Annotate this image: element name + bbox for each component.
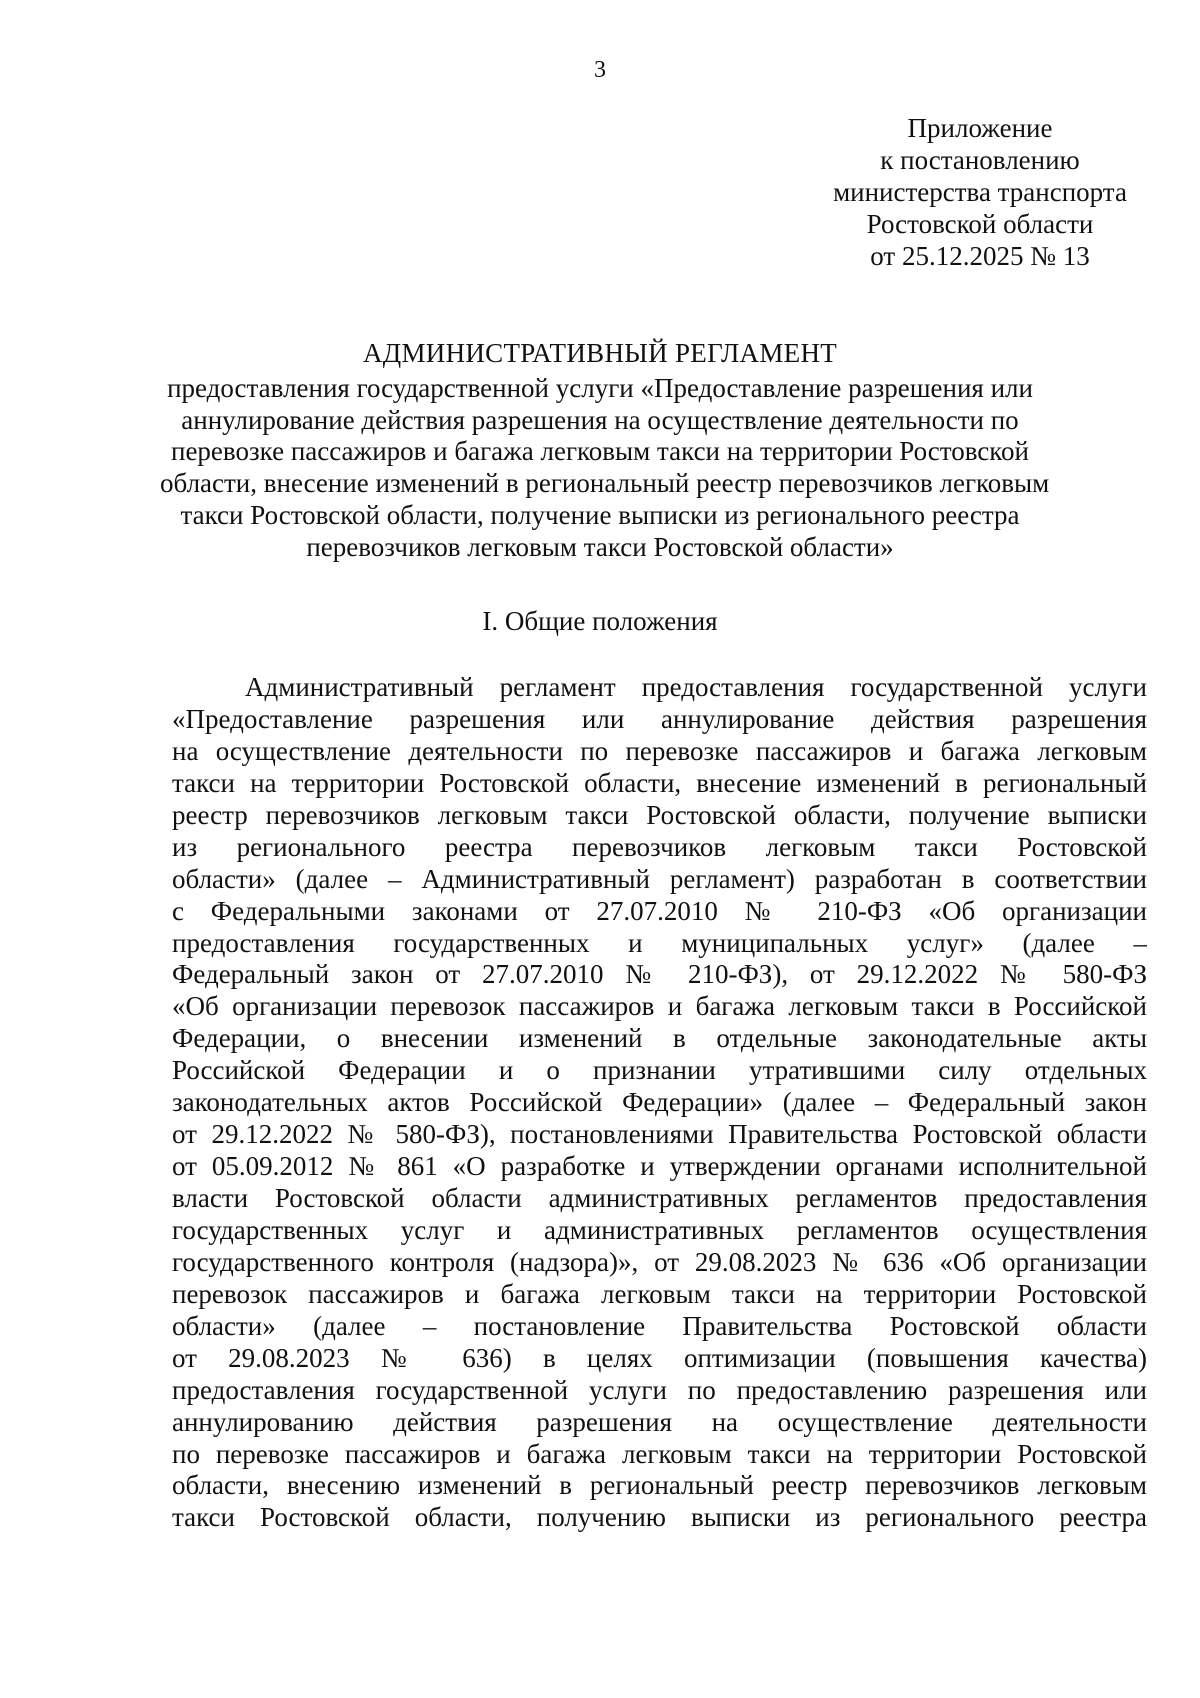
document-subtitle [160,373,1050,563]
appendix-line: к постановлению [880,145,1080,175]
body-line: перевозок пассажиров и багажа легковым такси на территории Ростовской [172,1278,1147,1309]
body-line: от 29.12.2022 № 580-ФЗ), постановлениями Правительства Ростовской области [172,1119,1147,1150]
body-line: с Федеральными законами от 27.07.2010 № 210-ФЗ «Об организации [172,895,1147,926]
body-line: области» (далее – постановление Правительства Ростовской области [172,1310,1147,1341]
document-title: АДМИНИСТРАТИВНЫЙ РЕГЛАМЕНТ [362,338,838,368]
subtitle-line: предоставления государственной услуги «Предоставление разрешения или [167,373,1033,403]
body-line: аннулированию действия разрешения на осуществление деятельности [172,1406,1147,1437]
body-line: «Об организации перевозок пассажиров и багажа легковым такси в Российской [172,991,1147,1022]
body-line: от 05.09.2012 № 861 «О разработке и утверждении органами исполнительной [172,1151,1147,1182]
body-line: власти Ростовской области административных регламентов предоставления [172,1183,1147,1213]
subtitle-line: такси Ростовской области, получение выписки из регионального реестра [180,499,1020,530]
body-line: области, внесению изменений в региональный реестр перевозчиков легковым [172,1470,1147,1501]
body-paragraph [172,672,1147,1534]
body-line: области» (далее – Административный регламент) разработан в соответствии [172,863,1147,894]
body-line: из регионального реестра перевозчиков легковым такси Ростовской [172,831,1147,862]
body-line: законодательных актов Российской Федерации» (далее – Федеральный закон [172,1087,1147,1118]
page-number: 3 [594,57,606,83]
body-line: Российской Федерации и о признании утратившими силу отдельных [172,1055,1147,1086]
subtitle-line: области, внесение изменений в региональный реестр перевозчиков легковым [160,468,1050,499]
body-line: от 29.08.2023 № 636) в целях оптимизации (повышения качества) [172,1342,1147,1373]
subtitle-line: перевозчиков легковым такси Ростовской области» [306,531,894,562]
body-line: предоставления государственной услуги по предоставлению разрешения или [172,1374,1147,1405]
appendix-line: Приложение [907,113,1053,143]
appendix-date-number: от 25.12.2025 № 13 [870,241,1090,271]
subtitle-line: аннулирование действия разрешения на осуществление деятельности по [181,404,1019,435]
body-line: на осуществление деятельности по перевозке пассажиров и багажа легковым [172,735,1147,766]
body-line: реестр перевозчиков легковым такси Ростовской области, получение выписки [172,799,1147,830]
subtitle-line: перевозке пассажиров и багажа легковым такси на территории Ростовской [171,436,1029,467]
body-line: такси Ростовской области, получению выписки из регионального реестра [172,1502,1147,1533]
appendix-block [790,112,1170,272]
body-line: Федерации, о внесении изменений в отдельные законодательные акты [172,1023,1147,1054]
body-line: «Предоставление разрешения или аннулирование действия разрешения [172,703,1147,734]
body-line: государственного контроля (надзора)», от 29.08.2023 № 636 «Об организации [172,1246,1147,1277]
body-line: государственных услуг и административных регламентов осуществления [172,1214,1147,1245]
body-line: по перевозке пассажиров и багажа легковым такси на территории Ростовской [172,1438,1147,1469]
body-line: предоставления государственных и муниципальных услуг» (далее – [172,927,1147,958]
appendix-line: Ростовской области [866,209,1094,239]
body-line: такси на территории Ростовской области, внесение изменений в региональный [172,767,1147,798]
body-line: Административный регламент предоставления государственной услуги [245,672,1147,702]
appendix-line: министерства транспорта [833,177,1127,207]
body-line: Федеральный закон от 27.07.2010 № 210-ФЗ), от 29.12.2022 № 580-ФЗ [172,959,1147,990]
section-heading: I. Общие положения [482,606,718,636]
